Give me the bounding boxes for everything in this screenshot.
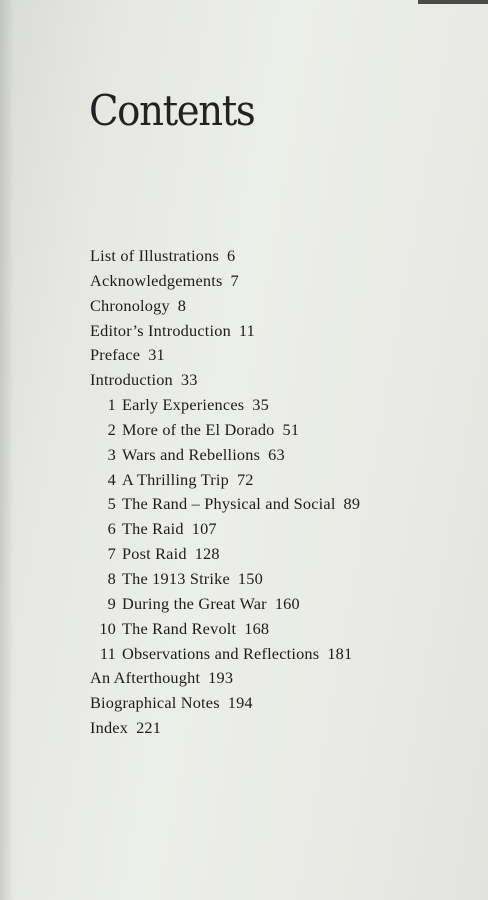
toc-entry-preface xyxy=(90,343,360,368)
chapter-page: 35 xyxy=(252,395,269,415)
book-top-edge xyxy=(418,0,488,4)
chapter-number: 7 xyxy=(107,544,116,564)
chapter-title: The Rand Revolt xyxy=(122,618,237,638)
chapter-title: Observations and Reflections xyxy=(122,643,320,663)
toc-chapter-7 xyxy=(90,542,360,567)
toc-chapter-4 xyxy=(90,468,360,493)
chapter-number: 5 xyxy=(107,494,116,514)
chapter-number: 10 xyxy=(99,618,116,638)
toc-entry-label: Preface xyxy=(90,345,141,365)
chapter-number: 4 xyxy=(107,469,116,489)
toc-chapter-1 xyxy=(90,393,360,418)
toc-chapter-8 xyxy=(90,567,360,592)
chapter-page: 128 xyxy=(194,544,220,564)
toc-chapter-9 xyxy=(90,592,360,617)
toc-entry-page: 194 xyxy=(227,693,253,713)
chapter-title: During the Great War xyxy=(122,593,267,613)
chapter-page: 150 xyxy=(237,568,263,588)
toc-entry-introduction xyxy=(90,368,360,393)
chapter-number: 3 xyxy=(107,444,116,464)
toc-entry-page: 7 xyxy=(230,270,239,290)
chapter-title: Wars and Rebellions xyxy=(122,444,261,464)
toc-entry-label: List of Illustrations xyxy=(90,246,220,265)
toc-entry-page: 33 xyxy=(180,370,198,390)
toc-chapter-3 xyxy=(90,443,360,468)
chapter-title: A Thrilling Trip xyxy=(122,469,229,489)
chapter-page: 51 xyxy=(282,419,300,439)
toc-entry-biographical-notes xyxy=(90,691,360,716)
chapter-title: The Raid xyxy=(122,519,184,539)
toc-entry-an-afterthought xyxy=(90,666,360,691)
toc-entry-editors-introduction xyxy=(90,319,360,344)
chapter-number: 11 xyxy=(99,643,116,663)
chapter-page: 181 xyxy=(327,643,353,663)
chapter-title: Early Experiences xyxy=(122,395,245,415)
page-title: Contents xyxy=(89,86,255,135)
toc-entry-page: 8 xyxy=(177,295,187,315)
chapter-page: 72 xyxy=(236,469,254,489)
chapter-number: 9 xyxy=(107,593,116,613)
toc-entry-acknowledgements xyxy=(90,269,360,294)
toc-entry-list-of-illustrations xyxy=(90,244,360,269)
chapter-page: 63 xyxy=(268,444,285,464)
toc-entry-page: 11 xyxy=(238,320,255,340)
toc-entry-page: 221 xyxy=(136,718,162,738)
chapter-number: 2 xyxy=(107,419,116,439)
chapter-page: 89 xyxy=(343,494,361,514)
toc-entry-label: Chronology xyxy=(90,295,170,315)
toc-entry-label: Acknowledgements xyxy=(90,270,223,290)
toc-entry-label: Biographical Notes xyxy=(90,693,220,713)
chapter-number: 6 xyxy=(107,519,116,539)
toc-entry-label: An Afterthought xyxy=(90,668,201,688)
toc-chapter-5 xyxy=(90,492,360,517)
toc-entry-index xyxy=(90,716,360,741)
chapter-page: 107 xyxy=(191,519,217,539)
toc-entry-chronology xyxy=(90,294,360,319)
chapter-page: 168 xyxy=(244,618,270,638)
toc-entry-label: Index xyxy=(90,718,129,738)
chapter-title: The Rand – Physical and Social xyxy=(122,494,336,514)
toc-entry-label: Introduction xyxy=(90,370,173,390)
toc-chapter-10 xyxy=(90,617,360,642)
chapter-page: 160 xyxy=(274,593,300,613)
table-of-contents xyxy=(90,244,360,741)
toc-entry-label: Editor’s Introduction xyxy=(90,320,231,340)
chapter-title: The 1913 Strike xyxy=(122,568,230,588)
chapter-number: 8 xyxy=(107,568,116,588)
toc-chapter-6 xyxy=(90,517,360,542)
chapter-title: Post Raid xyxy=(122,544,187,564)
toc-chapter-2 xyxy=(90,418,360,443)
page-gutter-shadow xyxy=(0,0,14,900)
toc-entry-page: 193 xyxy=(208,668,234,688)
toc-entry-page: 31 xyxy=(148,345,165,365)
toc-entry-page: 6 xyxy=(227,246,236,265)
toc-chapter-11 xyxy=(90,642,360,667)
chapter-number: 1 xyxy=(107,395,116,415)
chapter-title: More of the El Dorado xyxy=(122,419,275,439)
